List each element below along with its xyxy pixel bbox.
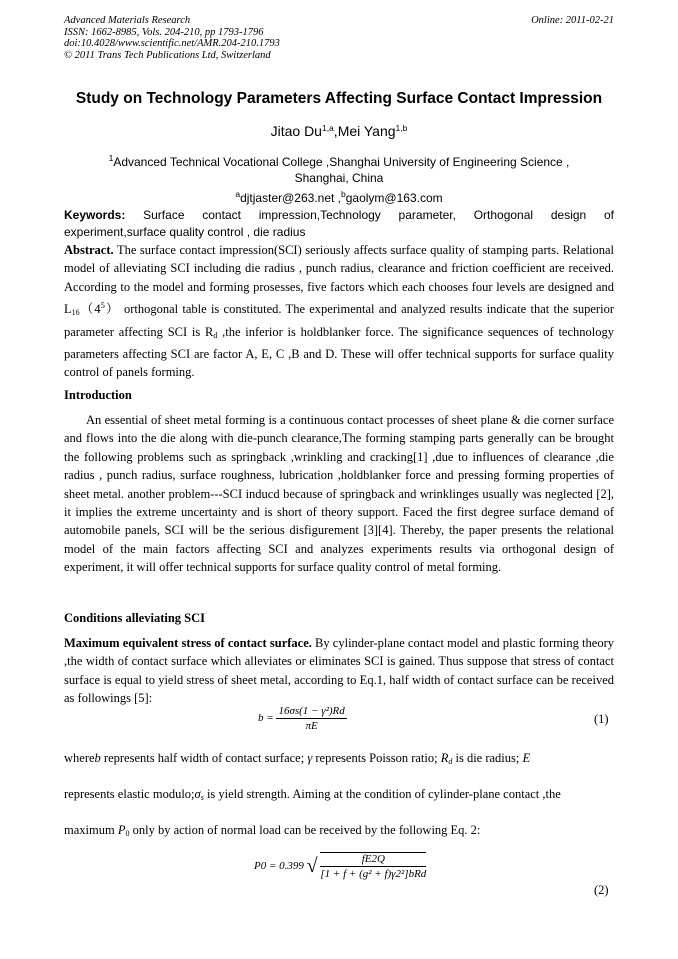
email-b-sup: b <box>341 189 346 199</box>
abstract-r-sub: d <box>213 330 218 340</box>
keywords <box>64 207 614 241</box>
affiliation-sup: 1 <box>108 153 114 163</box>
conditions-text: By cylinder-plane contact model and plastic forming theory ,the width of contact surface which alleviates or eliminates SCI is gained. Thus suppose that stress of contact surface is equal to yield stress of sheet metal, according to Eq.1, half width of contact surface can be received as followings [5]: <box>64 636 614 706</box>
eq1-number: (1) <box>594 712 609 726</box>
journal-name: Advanced Materials Research <box>64 15 191 26</box>
where1-text-2: represents half width of contact surface; <box>100 751 308 765</box>
author-line <box>0 123 678 139</box>
eq2-fraction <box>320 852 426 880</box>
author-2: Mei Yang <box>337 123 396 139</box>
email-line <box>0 189 678 205</box>
eq2-lhs: P0 = 0.399 <box>254 860 304 872</box>
introduction-heading: Introduction <box>64 388 132 402</box>
email-b: gaolym@163.com <box>345 191 443 205</box>
eq2-denominator: [1 + f + (g² + f)γ2²]bRd <box>320 868 427 880</box>
abstract-l-sub: 16 <box>71 308 80 318</box>
author-2-sup: 1,b <box>395 123 408 133</box>
abstract-text-3: ） orthogonal table is constituted. The experimental and analyzed results indicate that the superior parameter affecting SCI is R <box>64 302 614 339</box>
eq1-numerator: 16σs(1 − γ²)Rd <box>278 705 345 717</box>
online-date: Online: 2011-02-21 <box>531 15 614 26</box>
issn-line: ISSN: 1662-8985, Vols. 204-210, pp 1793-1796 <box>64 26 264 38</box>
where2-var-sigma: σ <box>194 787 201 801</box>
author-1-sup: 1,a <box>321 123 334 133</box>
eq1-denominator: πE <box>305 720 318 732</box>
where3-text-1: maximum <box>64 823 118 837</box>
eq2-numerator: fE2Q <box>320 853 426 867</box>
abstract-label: Abstract. <box>64 243 114 257</box>
email-a-sup: a <box>235 189 241 199</box>
doi-line: doi:10.4028/www.scientific.net/AMR.204-210.1793 <box>64 38 280 49</box>
abstract <box>64 241 614 382</box>
eq2-radical: √ <box>306 854 318 877</box>
copyright-line: © 2011 Trans Tech Publications Ltd, Switzerland <box>64 49 271 61</box>
journal-header <box>64 15 614 61</box>
where1-var-e: E <box>522 751 531 765</box>
introduction-text: An essential of sheet metal forming is a continuous contact processes of sheet plane & die corner surface and flows into the die along with die-punch clearance,The forming stamping parts generally can be brought the following problems such as springback ,wrinkling and cracking[1] ,due to influences of clearance ,die radius , punch radius, surface roughness, lubrication ,holdblanker force and pressing forming properties of sheet metal. another problem---SCI inducd because of springback and wrinklinges usually was neglected [2], it implies the extreme uncertainty and is short of theory support. Faced the first degree surface demand of automobile panels, SCI will be the serious disfigurement [3][4]. Thereby, the paper presents the relational model of the main factors affecting SCI and analyzes experiments results via orthogonal design of experiment, it will offer technical supports for surface quality control of metal forming. <box>64 413 614 575</box>
equation-2 <box>254 852 426 880</box>
where-line-2 <box>64 787 614 802</box>
where-line-3 <box>64 823 614 838</box>
paper-title: Study on Technology Parameters Affecting Surface Contact Impression <box>75 90 603 107</box>
where1-text-1: where <box>64 751 95 765</box>
abstract-text-4: ,the inferior is holdblanker force. The significance sequences of technology parameters affecting SCI are factor A, E, C ,B and D. These will offer technical supports for surface quality control of panels forming. <box>64 324 614 380</box>
conditions-subheading: Maximum equivalent stress of contact surface. <box>64 636 312 650</box>
abstract-l-sup: 5 <box>100 300 105 311</box>
abstract-text-1: The surface contact impression(SCI) seriously affects surface quality of stamping parts. Relational model of alleviating SCI including die radius , punch radius, clearance and friction coefficient are received. According to the model and forming prosesses, five factors which each chooses four levels are designed and L <box>64 243 614 317</box>
affiliation-line-1 <box>0 153 678 169</box>
conditions-paragraph <box>64 634 614 708</box>
keywords-text: Surface contact impression,Technology parameter, Orthogonal design of experiment,surface quality control , die radius <box>64 208 614 239</box>
where2-text-2: is yield strength. Aiming at the condition of cylinder-plane contact ,the <box>203 787 561 801</box>
where3-text-2: only by action of normal load can be received by the following Eq. 2: <box>129 823 481 837</box>
where1-text-4: is die radius; <box>452 751 523 765</box>
where1-var-r-sub: d <box>448 757 453 766</box>
eq1-lhs: b = <box>258 712 274 725</box>
where-line-1 <box>64 751 614 766</box>
where2-var-sigma-sub: s <box>200 793 204 802</box>
affiliation-text: Advanced Technical Vocational College ,Shanghai University of Engineering Science , <box>113 155 570 169</box>
eq2-number: (2) <box>594 883 609 897</box>
where3-var-p: P <box>117 823 126 837</box>
author-1: Jitao Du <box>270 123 322 139</box>
email-a: djtjaster@263.net , <box>240 191 341 205</box>
keywords-label: Keywords: <box>64 208 126 222</box>
where2-text-1: represents elastic modulo; <box>64 787 195 801</box>
where1-text-3: represents Poisson ratio; <box>312 751 441 765</box>
conditions-heading: Conditions alleviating SCI <box>64 611 206 625</box>
abstract-text-2: （4 <box>79 302 101 317</box>
equation-1 <box>258 705 347 732</box>
author-separator: , <box>333 123 338 139</box>
where1-var-gamma: γ <box>307 751 313 765</box>
where1-var-r: R <box>440 751 449 765</box>
where3-var-p-sub: 0 <box>125 829 130 838</box>
eq1-fraction <box>276 705 346 732</box>
where1-var-b: b <box>94 751 101 765</box>
affiliation-line-2: Shanghai, China <box>294 171 384 185</box>
